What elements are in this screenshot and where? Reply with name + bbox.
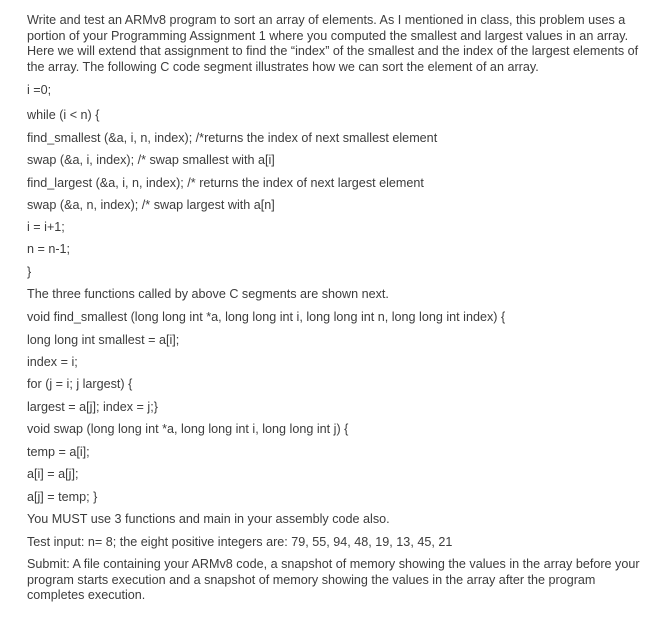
functions-intro-text: The three functions called by above C segments are shown next. (27, 287, 389, 301)
code-line-decrement-n: n = n-1; (27, 242, 71, 256)
code-line-find-largest-call: find_largest (&a, i, n, index); /* returns the index of next largest element (27, 176, 424, 190)
submit-paragraph: Submit: A file containing your ARMv8 code, a snapshot of memory showing the values in the array before your program starts execution and a snapshot of memory showing the values in the array after the program completes execution. (27, 557, 640, 602)
code-line-swap-largest: swap (&a, n, index); /* swap largest with a[n] (27, 198, 275, 212)
code-line-while: while (i < n) { (27, 108, 100, 122)
code-line-init-i: i =0; (27, 83, 52, 97)
code-line-find-smallest-signature: void find_smallest (long long int *a, long long int i, long long int n, long long int index) { (27, 310, 506, 324)
code-line-temp-assign: temp = a[i]; (27, 445, 90, 459)
code-line-for-loop: for (j = i; j largest) { (27, 377, 133, 391)
requirement-text: You MUST use 3 functions and main in your assembly code also. (27, 512, 390, 526)
code-line-swap-smallest: swap (&a, i, index); /* swap smallest with a[i] (27, 153, 275, 167)
code-line-close-brace: } (27, 265, 32, 279)
code-line-swap-signature: void swap (long long int *a, long long int i, long long int j) { (27, 422, 349, 436)
code-line-smallest-init: long long int smallest = a[i]; (27, 333, 180, 347)
code-line-index-init: index = i; (27, 355, 78, 369)
code-line-ai-assign: a[i] = a[j]; (27, 467, 79, 481)
intro-paragraph: Write and test an ARMv8 program to sort an array of elements. As I mentioned in class, this problem uses a portion of your Programming Assignment 1 where you computed the smallest and largest values in an array. Here we will extend that assignment to find the “index” of the smallest and the index of the largest elements of the array. The following C code segment illustrates how we can sort the element of an array. (27, 13, 639, 74)
code-line-increment-i: i = i+1; (27, 220, 65, 234)
code-line-find-smallest-call: find_smallest (&a, i, n, index); /*returns the index of next smallest element (27, 131, 438, 145)
code-line-largest-assign: largest = a[j]; index = j;} (27, 400, 158, 414)
test-input-text: Test input: n= 8; the eight positive integers are: 79, 55, 94, 48, 19, 13, 45, 21 (27, 535, 453, 549)
code-line-aj-assign: a[j] = temp; } (27, 490, 98, 504)
